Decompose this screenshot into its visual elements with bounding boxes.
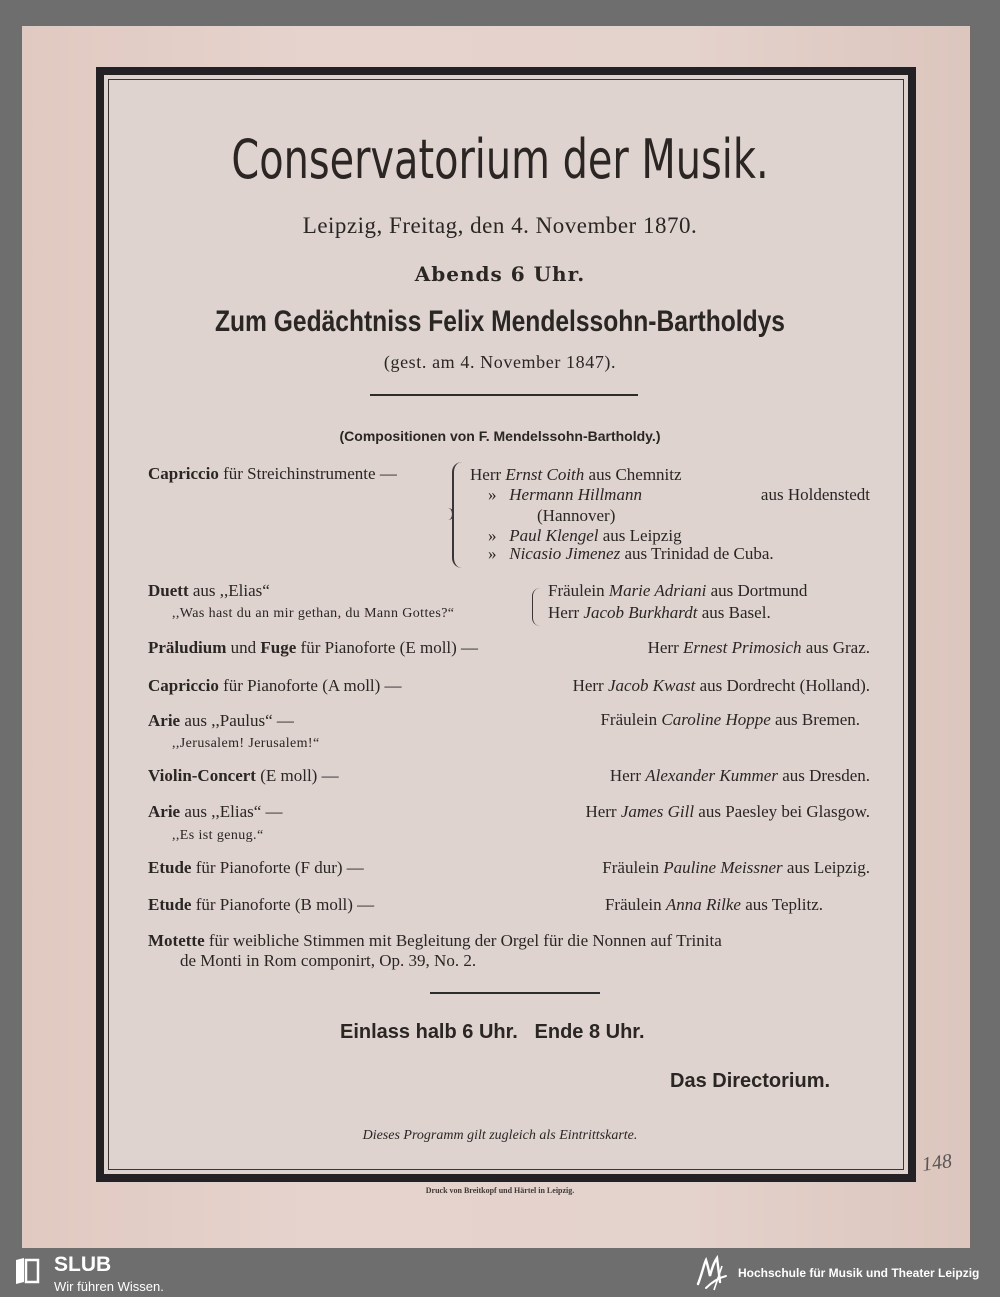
memorial-heading: Zum Gedächtniss Felix Mendelssohn-Bartholdys <box>214 305 786 338</box>
divider-top <box>370 394 638 396</box>
performer: Herr Jacob Burkhardt aus Basel. <box>548 603 771 622</box>
performer: Fräulein Marie Adriani aus Dortmund <box>548 581 808 600</box>
slub-book-icon <box>14 1256 40 1286</box>
handwritten-number: 148 <box>920 1150 954 1176</box>
performer: Herr James Gill aus Paesley bei Glasgow. <box>585 802 870 821</box>
compositions-note: (Compositionen von F. Mendelssohn-Bartholdy.) <box>339 428 661 444</box>
program-item-5-work: Arie aus ,,Paulus“ — <box>148 711 294 730</box>
performer: Herr Alexander Kummer aus Dresden. <box>609 766 870 785</box>
performer: Herr Ernest Primosich aus Graz. <box>647 638 870 657</box>
program-item-4-work: Capriccio für Pianoforte (A moll) — <box>148 676 402 695</box>
performer: » Nicasio Jimenez aus Trinidad de Cuba. <box>488 544 774 563</box>
dateline: Leipzig, Freitag, den 4. November 1870. <box>302 213 698 238</box>
program-item-10-work: Motette für weibliche Stimmen mit Begleitung der Orgel für die Nonnen auf Trinita <box>148 931 722 950</box>
page-title: Conservatorium der Musik. <box>231 128 769 191</box>
program-item-8-work: Etude für Pianoforte (F dur) — <box>148 858 364 877</box>
program-item-2-subtitle: ,,Was hast du an mir gethan, du Mann Gottes?“ <box>172 606 455 621</box>
footer-bar <box>0 1248 1000 1297</box>
performer: Herr Ernst Coith aus Chemnitz <box>470 465 682 484</box>
program-item-9-work: Etude für Pianoforte (B moll) — <box>148 895 375 914</box>
ticket-note: Dieses Programm gilt zugleich als Eintrittskarte. <box>362 1128 638 1143</box>
program-item-7-work: Arie aus ,,Elias“ — <box>148 802 283 821</box>
performer: Fräulein Pauline Meissner aus Leipzig. <box>602 858 870 877</box>
hmt-logo-icon <box>692 1254 732 1292</box>
performer: Fräulein Caroline Hoppe aus Bremen. <box>600 710 860 729</box>
death-note: (gest. am 4. November 1847). <box>383 352 617 372</box>
hmt-institution-name: Hochschule für Musik und Theater Leipzig <box>738 1266 980 1280</box>
performer: » Hermann Hillmann aus Holdenstedt <box>488 485 870 504</box>
entry-times: Einlass halb 6 Uhr. Ende 8 Uhr. <box>340 1021 645 1043</box>
program-item-7-subtitle: ,,Es ist genug.“ <box>172 828 264 843</box>
performer: Herr Jacob Kwast aus Dordrecht (Holland). <box>572 676 870 695</box>
performer: » Paul Klengel aus Leipzig <box>488 526 682 545</box>
program-item-6-work: Violin-Concert (E moll) — <box>148 766 339 785</box>
program-item-1-work: Capriccio für Streichinstrumente — <box>148 464 397 483</box>
performer-origin: (Hannover) <box>537 506 616 525</box>
divider-bottom <box>430 992 600 994</box>
slub-tagline: Wir führen Wissen. <box>54 1279 164 1294</box>
program-item-3-work: Präludium und Fuge für Pianoforte (E moll) — <box>148 638 479 657</box>
program-item-10-line2: de Monti in Rom componirt, Op. 39, No. 2. <box>180 951 477 970</box>
printer-imprint: Druck von Breitkopf und Härtel in Leipzig. <box>425 1186 575 1195</box>
slub-logo-text: SLUB <box>54 1253 112 1276</box>
signature: Das Directorium. <box>670 1070 831 1092</box>
concert-time: Abends 6 Uhr. <box>414 262 586 286</box>
program-item-2-work: Duett aus ,,Elias“ <box>148 581 270 600</box>
performer: Fräulein Anna Rilke aus Teplitz. <box>604 895 823 914</box>
program-item-5-subtitle: ,,Jerusalem! Jerusalem!“ <box>172 736 320 751</box>
